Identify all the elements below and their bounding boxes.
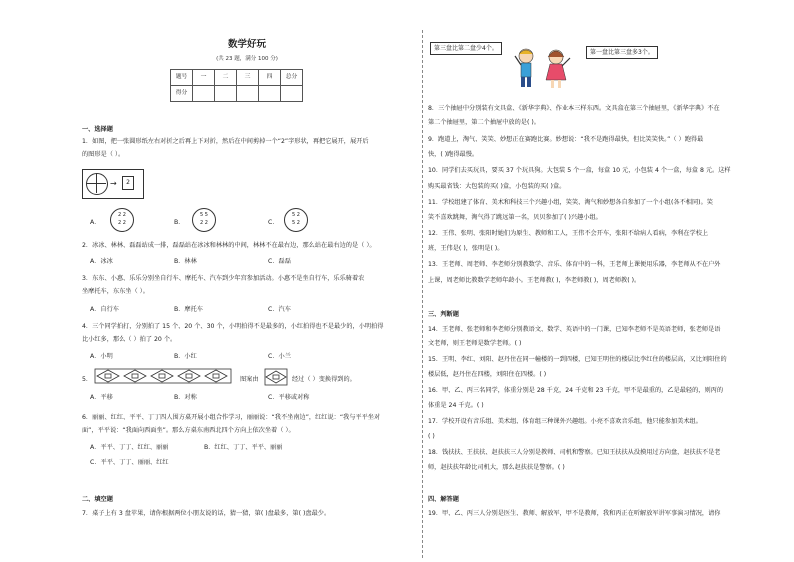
question-text: 19．甲、乙、丙三人分别是医生、教师、解放军，甲不是教师，我和丙正在听解放军讲军事演习情况，请你 [428, 510, 721, 517]
question-text: 楼层低，赵丹住在四楼，刘阳住在四楼。( ) [428, 371, 547, 378]
question-text: 快，( )跑得最慢。 [428, 151, 479, 158]
question-text: 坐摩托车，东东坐（ ）。 [82, 288, 149, 295]
question-text: 13．王老师、周老师、李老师分别教数学、音乐、体育中的一科，王老师上课便用乐器，李老师从不在户外 [428, 261, 721, 268]
option-c[interactable]: C．磊磊 [268, 258, 291, 265]
section-heading: 四、解答题 [428, 496, 459, 503]
score-cell[interactable] [215, 86, 237, 102]
option-circle[interactable] [284, 208, 308, 232]
question-text: 6．丽丽、红红、平平、丁丁四人围方桌开展小组合作学习，丽丽说：“我不坐南边”，红红说：“我与平平坐对 [82, 414, 381, 421]
option-a[interactable]: A．冰冰 [90, 258, 113, 265]
quarter-shape: 2 [122, 176, 134, 190]
option-circle[interactable] [110, 208, 134, 232]
section-heading: 二、填空题 [82, 496, 113, 503]
option-label: C． [268, 219, 279, 226]
option-c[interactable]: C．平平、丁丁、丽丽、红红 [90, 459, 169, 466]
option-label: A． [90, 219, 101, 226]
option-b[interactable]: B．摩托车 [174, 306, 203, 313]
question-text: 体重是 24 千克。( ) [428, 402, 484, 409]
question-text: 文老师，则王老师是数学老师。( ) [428, 340, 522, 347]
question-text: 2．冰冰、林林、磊磊站成一排，磊磊站在冰冰和林林的中间，林林不在最右边，那么站在最右边的是（ ）。 [82, 242, 376, 249]
question-text: 11．学校组建了体育、美术和科技三个兴趣小组，笑笑、淘气和妙想各自参加了一个小组(各不相同)。笑 [428, 199, 713, 206]
option-b[interactable]: B．小红 [174, 353, 197, 360]
score-table-row [171, 70, 303, 86]
digit: 2 [296, 212, 300, 218]
children-illustration [512, 44, 576, 94]
question-text: 17．学校开设有音乐组、美术组、体育组三种课外兴趣组。小亮不喜欢音乐组，他只能参加美术组。 [428, 418, 702, 425]
speech-bubble: 第一盘比第三盘多3个。 [586, 46, 658, 59]
score-cell: 得分 [171, 86, 193, 102]
question-text: 经过（ ）变换得到的。 [292, 376, 356, 383]
speech-bubble: 第三盘比第二盘少4个。 [430, 42, 502, 55]
score-cell[interactable] [259, 86, 281, 102]
score-cell: 二 [215, 70, 237, 86]
arrow-right-icon: → [110, 179, 117, 188]
option-label: B． [174, 219, 185, 226]
option-c[interactable]: C．平移或对称 [268, 394, 310, 401]
digit: 5 [200, 212, 204, 218]
section-heading: 一、选择题 [82, 126, 113, 133]
option-a[interactable]: A．小明 [90, 353, 113, 360]
question-text: 18．钱扶扶、王扶扶、赵扶扶三人分别是教师、司机和警察。已知王扶扶从没摸用过方向盘，赵扶扶不是老 [428, 449, 721, 456]
question-text: ( ) [428, 433, 435, 440]
question-text: 第二个抽屉里，第二个抽屉中放的是( )。 [428, 119, 540, 126]
question-text: 购买最省钱：大包装的买( )盒，小包装的买( )盒。 [428, 183, 566, 190]
question-text: 图案由 [240, 376, 259, 383]
question-text: 3．东东、小惠、乐乐分别坐自行车、摩托车、汽车到少年宫参加活动。小惠不是坐自行车，乐乐骑着农 [82, 275, 365, 282]
score-cell: 四 [259, 70, 281, 86]
option-b[interactable]: B．林林 [174, 258, 197, 265]
digit: 2 [122, 220, 126, 226]
question-text: 14．王老师、张老师和李老师分别教语文、数学、英语中的一门课，已知李老师不是英语老师，张老师是语 [428, 326, 721, 333]
question-text: 1．如图，把一张圆形纸左右对折之后再上下对折，然后在中间剪掉一个“2”字形状，再把它展开，展开后 [82, 138, 369, 145]
digit: 5 [204, 212, 208, 218]
question-text: 师，赵扶扶年龄比司机大，那么赵扶扶是警察。( ) [428, 464, 565, 471]
digit: 2 [200, 220, 204, 226]
option-c[interactable]: C．汽车 [268, 306, 291, 313]
option-b[interactable]: B．对称 [174, 394, 197, 401]
q1-figure [82, 165, 172, 205]
score-cell: 题号 [171, 70, 193, 86]
question-text: 15．王明、李红、刘阳、赵丹住在同一幢楼的一到四楼，已知王明住的楼层比李红住的楼层高，又比刘阳住的 [428, 356, 727, 363]
question-text: 4．三个同学拍打，分别拍了 15 个、20 个、30 个，小明拍得不是最多的，小红拍得也不是最少的，小明拍得 [82, 323, 384, 330]
circle-shape [86, 173, 108, 195]
page-title: 数学好玩 [227, 39, 266, 50]
diamond-unit [264, 368, 288, 386]
score-table-row [171, 86, 303, 102]
question-text: 笑不喜欢跳舞，淘气得了跳远第一名，贝贝参加了( )兴趣小组。 [428, 214, 602, 221]
section-heading: 三、判断题 [428, 311, 459, 318]
question-number: 5． [82, 376, 93, 383]
question-text: 上课，周老师比教数学老师年龄小。王老师教( )，李老师教( )，周老师教( )。 [428, 277, 641, 284]
option-a[interactable]: A．平移 [90, 394, 113, 401]
fold-line [96, 173, 97, 193]
score-cell: 一 [193, 70, 215, 86]
score-cell: 三 [237, 70, 259, 86]
option-circle[interactable] [192, 208, 216, 232]
score-cell[interactable] [281, 86, 303, 102]
page-subtitle: (共 23 题，满分 100 分) [216, 56, 278, 62]
column-divider [422, 30, 423, 558]
score-table [170, 69, 303, 102]
question-text: 面”，平平说：“我面向西面坐”。那么方桌东南西北四个方向上依次坐着（ ）。 [82, 427, 295, 434]
score-cell: 总分 [281, 70, 303, 86]
question-text: 8．三个抽屉中分别装有文具盒、《新华字典》、作业本三样东西。文具盒在第三个抽屉里，《新华字典》不在 [428, 105, 720, 112]
question-text: 12．王伟、张明、张阳时她们为原生、教师和工人，王伟不会开车，张阳不给病人看病，李利在学校上 [428, 230, 709, 237]
question-text: 9．跑道上，淘气、笑笑、妙想正在赛跑比赛。妙想说：“我不是跑得最快，但比笑笑快。”（ ）跑得最 [428, 136, 704, 143]
option-b[interactable]: B．红红、丁丁、平平、丽丽 [204, 444, 283, 451]
digit: 2 [118, 220, 122, 226]
question-text: 班，王伟是( )，张明是( )。 [428, 245, 504, 252]
option-c[interactable]: C．小兰 [268, 353, 291, 360]
diamond-pattern [94, 366, 234, 386]
digit: 2 [122, 212, 126, 218]
option-a[interactable]: A．平平、丁丁、红红、丽丽 [90, 444, 169, 451]
score-cell[interactable] [237, 86, 259, 102]
score-cell[interactable] [193, 86, 215, 102]
question-text: 7．桌子上有 3 盘苹果，请你根据两位小朋友说的话，猜一猜，第( )盘最多，第( )盘最少。 [82, 510, 331, 517]
digit: 5 [292, 212, 296, 218]
question-text: 16．甲、乙、丙三名同学，体重分别是 28 千克，24 千克和 23 千克，甲不是最重的，乙是最轻的，则丙的 [428, 387, 724, 394]
question-text: 的图形是（ ）。 [82, 151, 125, 158]
question-text: 比小红多，那么（ ）拍了 20 个。 [82, 336, 177, 343]
digit: 2 [204, 220, 208, 226]
digit: 2 [118, 212, 122, 218]
question-text: 10．同学们去买玩具，要买 37 个玩具狗。大包装 5 个一盒，每盒 10 元，小包装 4 个一盒，每盒 8 元。这样 [428, 167, 731, 174]
digit: 5 [292, 220, 296, 226]
digit: 2 [296, 220, 300, 226]
option-a[interactable]: A．自行车 [90, 306, 119, 313]
